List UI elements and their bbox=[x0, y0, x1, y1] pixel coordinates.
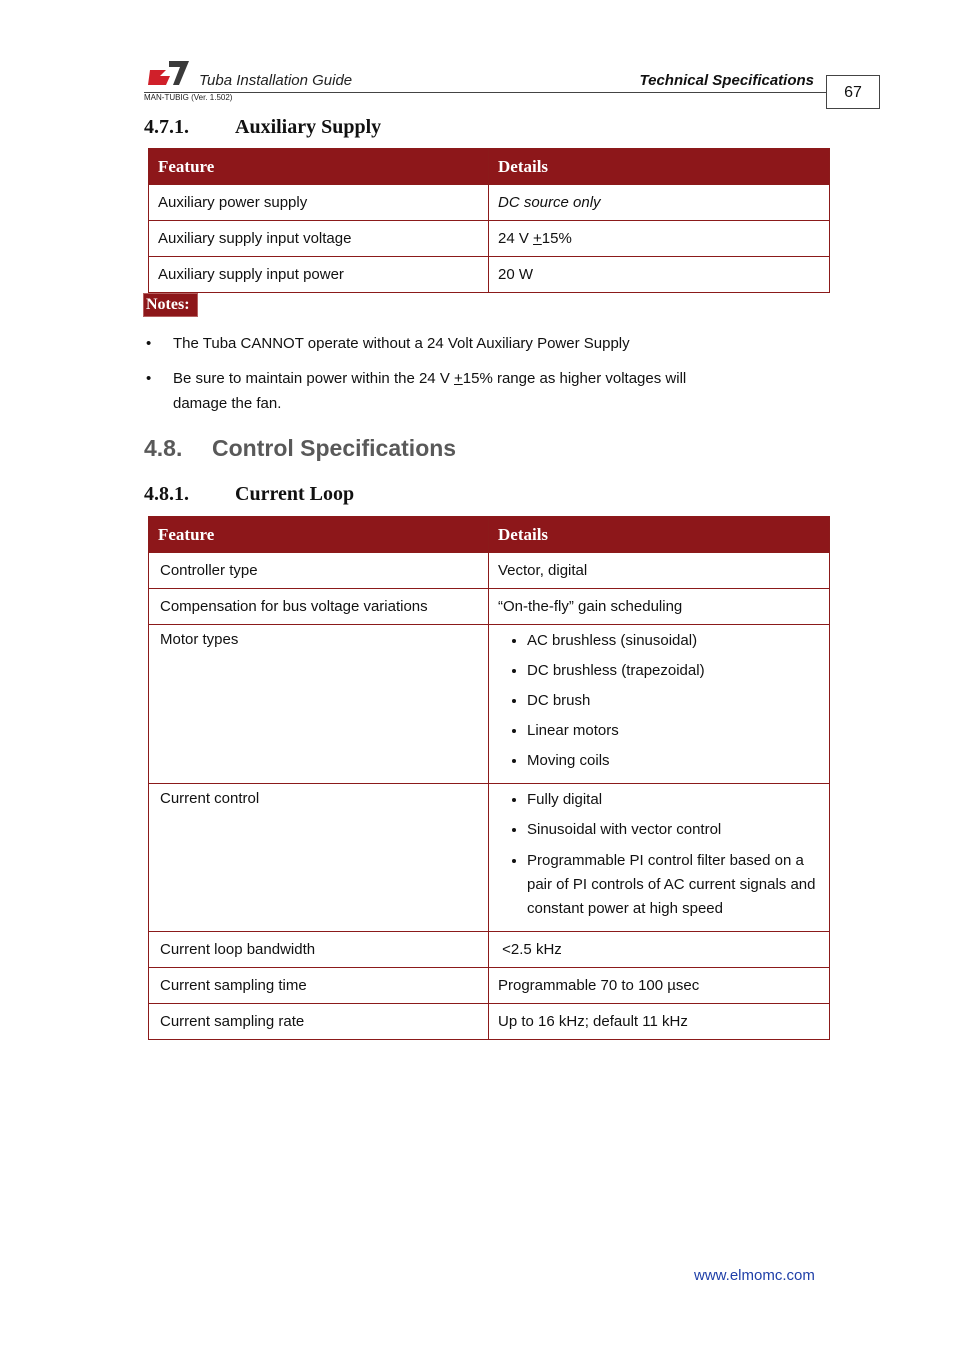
note-text bbox=[173, 366, 773, 416]
column-header-feature: Feature bbox=[149, 149, 489, 185]
auxiliary-supply-table bbox=[148, 148, 830, 293]
table-row bbox=[149, 932, 830, 968]
list-item: • DC brush bbox=[527, 690, 818, 712]
heading-number: 4.7.1. bbox=[144, 116, 189, 138]
details-text: 24 V bbox=[498, 230, 534, 247]
details-cell: 20 W bbox=[489, 257, 830, 293]
heading-text: Auxiliary Supply bbox=[235, 116, 382, 138]
feature-cell: Current loop bandwidth bbox=[149, 932, 489, 968]
heading-auxiliary-supply bbox=[144, 116, 381, 139]
table-row bbox=[149, 784, 830, 932]
details-cell bbox=[489, 221, 830, 257]
table-row bbox=[149, 221, 830, 257]
table-header-row bbox=[149, 149, 830, 185]
website-link[interactable]: www.elmomc.com bbox=[694, 1267, 815, 1284]
table-row bbox=[149, 1004, 830, 1040]
heading-control-specifications bbox=[144, 435, 456, 462]
list-item: • AC brushless (sinusoidal) bbox=[527, 630, 818, 652]
feature-cell: Auxiliary power supply bbox=[149, 185, 489, 221]
list-item bbox=[146, 366, 786, 416]
feature-cell: Auxiliary supply input power bbox=[149, 257, 489, 293]
list-item: • Fully digital bbox=[527, 789, 818, 811]
details-text: 15% bbox=[541, 230, 572, 247]
list-item: • Programmable PI control filter based on a pair of PI controls of AC current signals and constant power at high speed bbox=[527, 849, 818, 921]
details-cell bbox=[489, 784, 830, 932]
list-item: • Sinusoidal with vector control bbox=[527, 819, 818, 841]
details-cell: <2.5 kHz bbox=[489, 932, 830, 968]
current-loop-table bbox=[148, 516, 830, 1040]
feature-cell: Current control bbox=[149, 784, 489, 932]
notes-label: Notes: bbox=[144, 294, 197, 316]
header-rule bbox=[144, 92, 826, 93]
section-title: Technical Specifications bbox=[639, 72, 814, 89]
feature-cell: Motor types bbox=[149, 625, 489, 784]
column-header-feature: Feature bbox=[149, 517, 489, 553]
list-item: • DC brushless (trapezoidal) bbox=[527, 660, 818, 682]
table-header-row bbox=[149, 517, 830, 553]
bullet-icon: • bbox=[146, 335, 152, 352]
column-header-details: Details bbox=[489, 517, 830, 553]
column-header-details: Details bbox=[489, 149, 830, 185]
heading-text: Current Loop bbox=[235, 483, 355, 505]
details-cell: Vector, digital bbox=[489, 553, 830, 589]
plus-minus-sign: + bbox=[533, 230, 542, 247]
table-row bbox=[149, 185, 830, 221]
current-control-list bbox=[501, 789, 818, 921]
details-cell: Up to 16 kHz; default 11 kHz bbox=[489, 1004, 830, 1040]
feature-cell: Current sampling time bbox=[149, 968, 489, 1004]
list-item bbox=[146, 331, 786, 356]
table-row bbox=[149, 553, 830, 589]
details-cell bbox=[489, 625, 830, 784]
elmo-logo bbox=[148, 58, 190, 86]
motor-types-list bbox=[501, 630, 818, 772]
table-row bbox=[149, 968, 830, 1004]
table-row bbox=[149, 589, 830, 625]
feature-cell: Compensation for bus voltage variations bbox=[149, 589, 489, 625]
note-text-part: 15% range as higher voltages will bbox=[462, 370, 687, 387]
feature-cell: Controller type bbox=[149, 553, 489, 589]
details-cell: Programmable 70 to 100 µsec bbox=[489, 968, 830, 1004]
list-item: • Moving coils bbox=[527, 750, 818, 772]
heading-text: Control Specifications bbox=[212, 435, 457, 461]
page-number: 67 bbox=[826, 75, 880, 109]
bullet-icon: • bbox=[146, 370, 152, 387]
table-row bbox=[149, 257, 830, 293]
note-text-part: damage the fan. bbox=[173, 395, 282, 412]
heading-number: 4.8. bbox=[144, 435, 183, 461]
feature-cell: Auxiliary supply input voltage bbox=[149, 221, 489, 257]
note-text-part: Be sure to maintain power within the 24 V bbox=[173, 370, 454, 387]
heading-current-loop bbox=[144, 483, 354, 506]
feature-cell: Current sampling rate bbox=[149, 1004, 489, 1040]
doc-version: MAN-TUBIG (Ver. 1.502) bbox=[144, 93, 233, 102]
details-cell: DC source only bbox=[489, 185, 830, 221]
doc-title: Tuba Installation Guide bbox=[199, 72, 353, 89]
list-item: • Linear motors bbox=[527, 720, 818, 742]
details-cell: “On-the-fly” gain scheduling bbox=[489, 589, 830, 625]
note-text: The Tuba CANNOT operate without a 24 Volt Auxiliary Power Supply bbox=[173, 335, 630, 352]
table-row bbox=[149, 625, 830, 784]
heading-number: 4.8.1. bbox=[144, 483, 189, 505]
plus-minus-sign: + bbox=[454, 370, 463, 387]
